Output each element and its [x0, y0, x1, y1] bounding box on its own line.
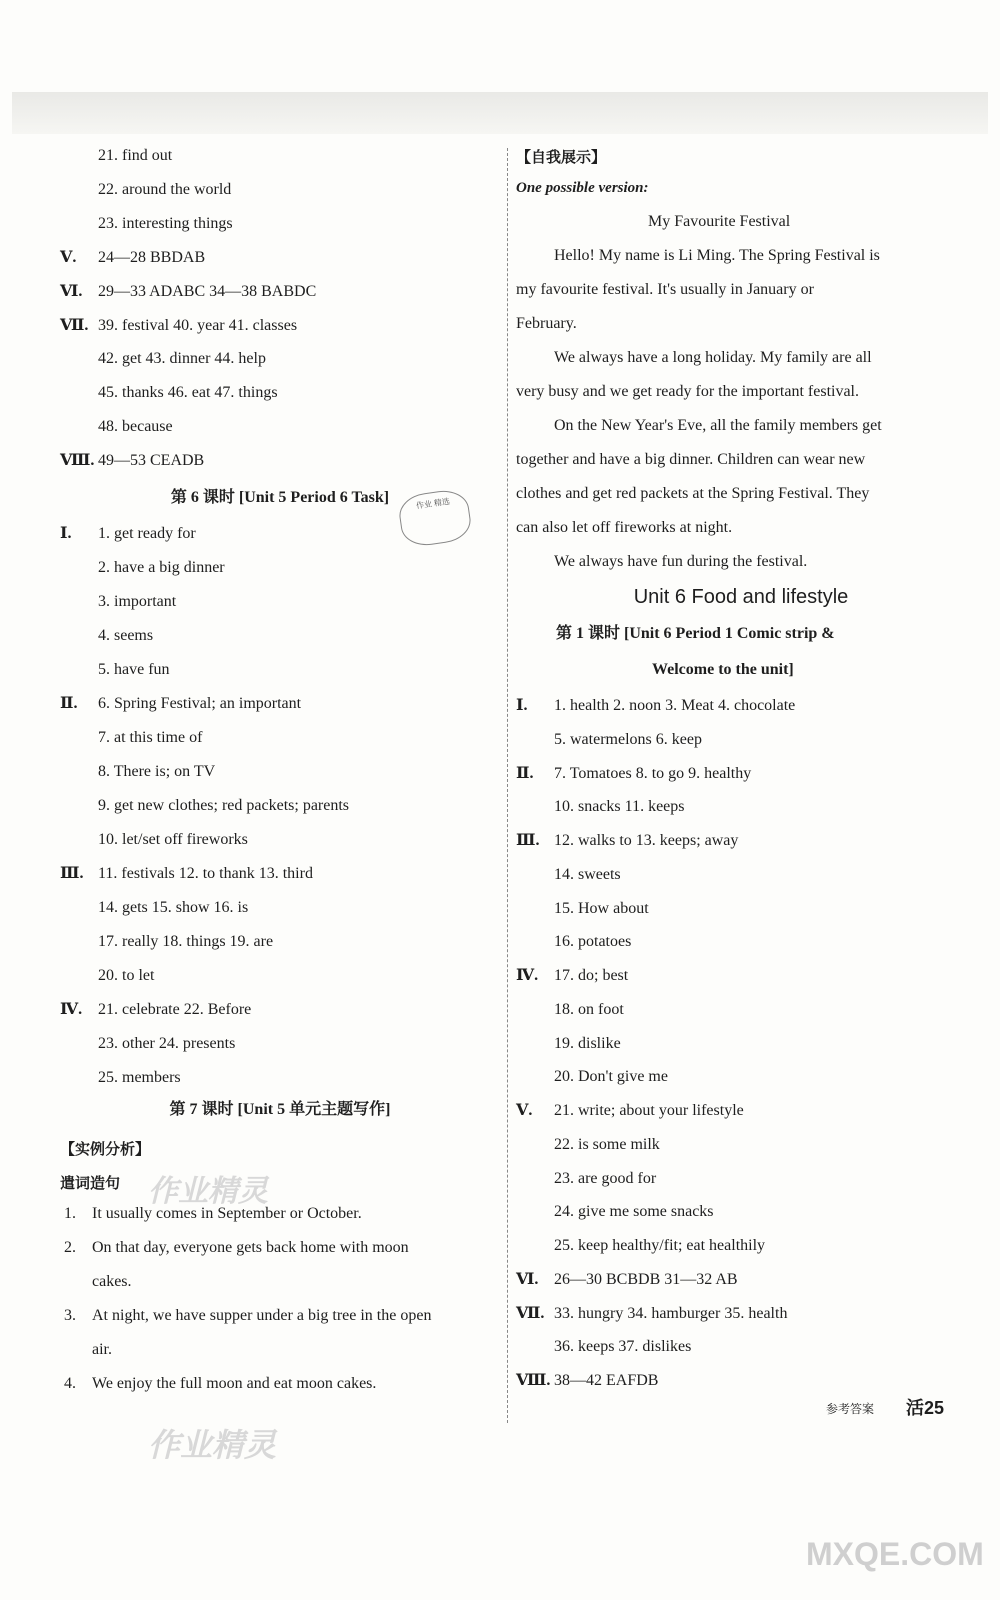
- answer-line: [516, 1034, 621, 1054]
- answer-text: 24—28 BBDAB: [98, 248, 206, 266]
- answer-line: [60, 660, 170, 680]
- answer-text: 21. write; about your lifestyle: [554, 1102, 744, 1119]
- sentence-text: We enjoy the full moon and eat moon cakes.: [92, 1375, 377, 1392]
- answer-line: [60, 451, 204, 471]
- roman-numeral: Ⅲ.: [516, 832, 540, 849]
- answer-text: 48. because: [98, 418, 173, 436]
- sentence-text: At night, we have supper under a big tree in the open: [92, 1307, 432, 1324]
- answer-text: 6. Spring Festival; an important: [98, 695, 302, 712]
- answer-text: 36. keeps 37. dislikes: [554, 1338, 692, 1356]
- answer-text: 19. dislike: [554, 1034, 621, 1052]
- answer-line: [516, 1067, 668, 1087]
- answer-line: [60, 524, 196, 544]
- essay-line: my favourite festival. It's usually in January or: [516, 281, 814, 298]
- footer-label: 参考答案: [826, 1402, 875, 1416]
- answer-text: 10. let/set off fireworks: [98, 831, 248, 848]
- watermark-bottom: 作业精灵: [148, 1427, 277, 1463]
- answer-line: [516, 899, 649, 919]
- essay-line: very busy and we get ready for the important festival.: [516, 383, 859, 400]
- answer-text: 17. really 18. things 19. are: [98, 933, 274, 950]
- answer-text: 4. seems: [98, 627, 154, 644]
- watermark-top: 作业精灵: [148, 1175, 268, 1208]
- answer-text: 21. find out: [98, 147, 173, 164]
- roman-numeral: Ⅶ.: [516, 1304, 545, 1322]
- answer-line: [516, 1202, 714, 1222]
- answer-text: 26—30 BCBDB 31—32 AB: [554, 1270, 738, 1288]
- answer-line: [516, 730, 702, 750]
- answer-text: 7. at this time of: [98, 729, 203, 746]
- answer-text: 1. health 2. noon 3. Meat 4. chocolate: [554, 697, 796, 714]
- essay-line: Hello! My name is Li Ming. The Spring Festival is: [554, 247, 880, 264]
- section-1-title-b: Welcome to the unit]: [652, 661, 794, 678]
- answer-text: 21. celebrate 22. Before: [98, 1001, 252, 1018]
- answer-line: [60, 728, 202, 748]
- answer-line: [516, 1337, 691, 1357]
- answer-line: [60, 966, 154, 986]
- essay-line: On the New Year's Eve, all the family members get: [554, 417, 882, 434]
- answer-text: 20. Don't give me: [554, 1068, 668, 1086]
- sentence-number: 3.: [64, 1307, 76, 1324]
- answer-text: 1. get ready for: [98, 525, 196, 542]
- unit-6-title: Unit 6 Food and lifestyle: [633, 586, 849, 608]
- column-divider: [507, 148, 508, 1423]
- answer-text: 42. get 43. dinner 44. help: [98, 350, 266, 368]
- answer-line: [516, 966, 628, 986]
- answer-line: [516, 865, 621, 885]
- answer-text: 33. hungry 34. hamburger 35. health: [554, 1304, 788, 1322]
- sentence-number: 2.: [64, 1239, 76, 1256]
- answer-line: [60, 282, 316, 302]
- answer-line: [516, 1270, 738, 1290]
- answer-text: 17. do; best: [554, 967, 629, 984]
- sentence-line: [64, 1272, 132, 1292]
- sentence-line: [64, 1306, 431, 1326]
- answer-line: [60, 1034, 235, 1054]
- page-number: 活25: [906, 1398, 945, 1418]
- sentence-building-label: 遣词造句: [60, 1176, 121, 1192]
- answer-text: 16. potatoes: [554, 933, 632, 951]
- roman-numeral: Ⅵ.: [516, 1270, 539, 1288]
- roman-numeral: Ⅰ.: [60, 525, 72, 542]
- section-7-title: 第 7 课时 [Unit 5 单元主题写作]: [169, 1101, 391, 1118]
- answer-text: 11. festivals 12. to thank 13. third: [98, 865, 313, 882]
- section-1-title-a: 第 1 课时 [Unit 6 Period 1 Comic strip &: [556, 625, 835, 642]
- essay-title: My Favourite Festival: [648, 213, 791, 230]
- answer-line: [60, 830, 248, 850]
- roman-numeral: Ⅴ.: [516, 1102, 533, 1119]
- answer-line: [60, 864, 313, 884]
- answer-line: [516, 1371, 658, 1391]
- essay-line: We always have a long holiday. My family are all: [554, 349, 872, 366]
- roman-numeral: Ⅱ.: [60, 695, 78, 712]
- answer-line: [60, 180, 231, 200]
- sentence-number: 1.: [64, 1205, 76, 1222]
- version-label: One possible version:: [516, 180, 649, 196]
- answer-line: [60, 349, 266, 369]
- essay-line: clothes and get red packets at the Spring Festival. They: [516, 485, 870, 502]
- answer-text: 39. festival 40. year 41. classes: [98, 316, 298, 334]
- answer-text: 7. Tomatoes 8. to go 9. healthy: [554, 764, 752, 782]
- answer-line: [516, 1000, 624, 1020]
- sentence-line: [64, 1374, 376, 1394]
- answer-text: 20. to let: [98, 967, 155, 984]
- answer-line: [60, 932, 273, 952]
- answer-line: [516, 932, 631, 952]
- answer-text: 22. is some milk: [554, 1135, 660, 1153]
- roman-numeral: Ⅱ.: [516, 764, 534, 782]
- roman-numeral: Ⅴ.: [60, 248, 77, 266]
- answer-line: [60, 214, 233, 234]
- answer-line: [516, 1169, 656, 1189]
- essay-line: can also let off fireworks at night.: [516, 519, 733, 536]
- answer-text: 15. How about: [554, 899, 649, 917]
- answer-text: 29—33 ADABC 34—38 BABDC: [98, 282, 317, 300]
- answer-line: [516, 831, 738, 851]
- answer-text: 12. walks to 13. keeps; away: [554, 832, 739, 849]
- answer-text: 23. are good for: [554, 1169, 657, 1187]
- answer-text: 5. watermelons 6. keep: [554, 730, 702, 748]
- sentence-text: cakes.: [92, 1273, 132, 1290]
- answer-line: [60, 1000, 251, 1020]
- self-show-label: 【自我展示】: [516, 150, 607, 166]
- roman-numeral: Ⅷ.: [516, 1372, 551, 1389]
- answer-text: 24. give me some snacks: [554, 1203, 714, 1221]
- answer-line: [60, 898, 248, 918]
- example-analysis-label: 【实例分析】: [60, 1142, 151, 1158]
- section-6-title: 第 6 课时 [Unit 5 Period 6 Task]: [170, 489, 390, 506]
- answer-text: 8. There is; on TV: [98, 763, 216, 780]
- roman-numeral: Ⅳ.: [516, 967, 539, 984]
- roman-numeral: Ⅲ.: [60, 865, 84, 882]
- sentence-line: [64, 1238, 409, 1258]
- answer-text: 3. important: [98, 593, 177, 610]
- roman-numeral: Ⅷ.: [60, 452, 95, 470]
- answer-text: 10. snacks 11. keeps: [554, 798, 685, 816]
- answer-text: 49—53 CEADB: [98, 452, 205, 470]
- answer-line: [60, 592, 176, 612]
- answer-line: [60, 146, 172, 166]
- answer-line: [516, 696, 795, 716]
- scan-top-band: [12, 92, 988, 134]
- answer-line: [60, 383, 278, 403]
- sentence-text: air.: [92, 1341, 112, 1358]
- essay-line: together and have a big dinner. Children can wear new: [516, 451, 866, 468]
- roman-numeral: Ⅵ.: [60, 282, 83, 300]
- answer-text: 22. around the world: [98, 180, 232, 198]
- roman-numeral: Ⅶ.: [60, 316, 89, 334]
- sentence-text: On that day, everyone gets back home with moon: [92, 1239, 409, 1256]
- answer-text: 45. thanks 46. eat 47. things: [98, 384, 278, 402]
- answer-line: [516, 1135, 660, 1155]
- answer-line: [60, 248, 205, 268]
- answer-line: [516, 1101, 744, 1121]
- answer-line: [60, 796, 349, 816]
- answer-text: 23. other 24. presents: [98, 1035, 236, 1052]
- essay-line: February.: [516, 315, 577, 332]
- answer-text: 25. members: [98, 1069, 181, 1086]
- essay-line: We always have fun during the festival.: [554, 553, 808, 570]
- answer-line: [516, 1304, 787, 1324]
- answer-line: [516, 797, 685, 817]
- watermark-site: MXQE.COM: [806, 1536, 984, 1572]
- answer-text: 2. have a big dinner: [98, 559, 225, 576]
- answer-text: 25. keep healthy/fit; eat healthily: [554, 1237, 766, 1254]
- answer-line: [60, 316, 297, 336]
- answer-text: 38—42 EAFDB: [554, 1372, 659, 1389]
- answer-text: 5. have fun: [98, 661, 170, 678]
- sentence-text: It usually comes in September or October.: [92, 1205, 362, 1222]
- answer-line: [60, 694, 301, 714]
- answer-line: [60, 417, 173, 437]
- sentence-line: [64, 1340, 112, 1360]
- answer-text: 14. sweets: [554, 865, 621, 883]
- roman-numeral: Ⅰ.: [516, 697, 528, 714]
- answer-text: 18. on foot: [554, 1000, 624, 1018]
- answer-line: [60, 558, 225, 578]
- answer-text: 9. get new clothes; red packets; parents: [98, 797, 350, 814]
- answer-line: [60, 762, 215, 782]
- roman-numeral: Ⅳ.: [60, 1001, 83, 1018]
- sentence-number: 4.: [64, 1375, 76, 1392]
- answer-line: [516, 1236, 765, 1256]
- answer-line: [516, 764, 751, 784]
- answer-text: 23. interesting things: [98, 214, 233, 232]
- answer-text: 14. gets 15. show 16. is: [98, 899, 249, 916]
- stamp-logo: 作业 精选: [397, 487, 474, 548]
- answer-line: [60, 626, 153, 646]
- answer-line: [60, 1068, 181, 1088]
